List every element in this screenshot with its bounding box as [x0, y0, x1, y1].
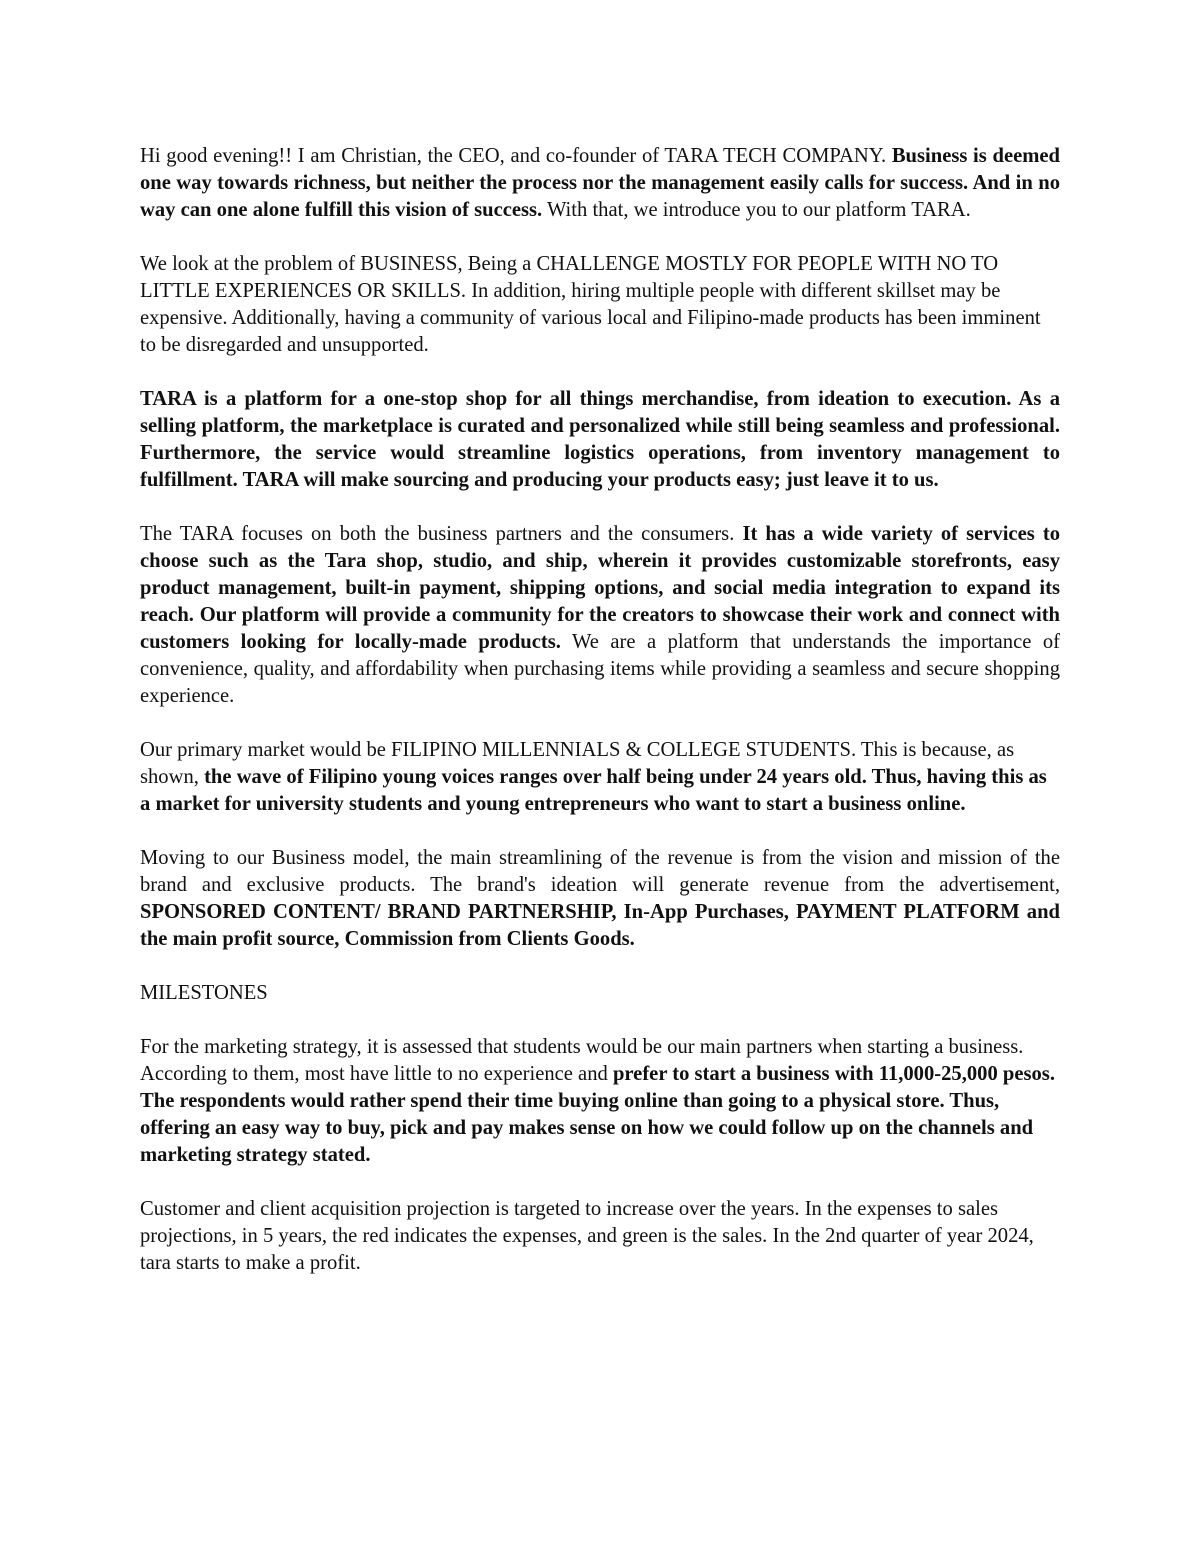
business-model-bold-text: SPONSORED CONTENT/ BRAND PARTNERSHIP, In-App Purchases, PAYMENT PLATFORM and the main profit source, Commission from Clients Goods. [140, 901, 1060, 950]
milestones-heading: MILESTONES [140, 982, 268, 1004]
solution-bold-text: TARA is a platform for a one-stop shop for all things merchandise, from ideation to execution. As a selling platform, the marketplace is curated and personalized while still being seamless and professional. Furthermore, the service would streamline logistics operations, from inventory management to fulfillment. TARA will make sourcing and producing your products easy; just leave it to us. [140, 388, 1060, 491]
intro-text: Hi good evening!! I am Christian, the CEO, and co-founder of TARA TECH COMPANY. [140, 145, 892, 167]
business-model-paragraph [140, 845, 1060, 953]
services-bold-text: It has a wide variety of services to choose such as the Tara shop, studio, and ship, wherein it provides customizable storefronts, easy product management, built-in payment, shipping options, and social media integration to expand its reach. Our platform will provide a community for the creators to showcase their work and connect with customers looking for locally-made products. [140, 523, 1060, 653]
projection-paragraph [140, 1196, 1060, 1277]
business-model-text: Moving to our Business model, the main streamlining of the revenue is from the vision and mission of the brand and exclusive products. The brand's ideation will generate revenue from the advertisement, [140, 847, 1060, 896]
solution-paragraph [140, 386, 1060, 494]
intro-bold-text: Business is deemed one way towards richness, but neither the process nor the management easily calls for success. And in no way can one alone fulfill this vision of success. [140, 145, 1060, 221]
services-closing-text: We are a platform that understands the importance of convenience, quality, and affordability when purchasing items while providing a seamless and secure shopping experience. [140, 631, 1060, 707]
market-bold-text: the wave of Filipino young voices ranges over half being under 24 years old. Thus, having this as a market for university students and young entrepreneurs who want to start a business online. [140, 766, 1047, 815]
market-paragraph [140, 737, 1060, 818]
problem-text: We look at the problem of BUSINESS, Being a CHALLENGE MOSTLY FOR PEOPLE WITH NO TO LITTLE EXPERIENCES OR SKILLS. In addition, hiring multiple people with different skillset may be expensive. Additionally, having a community of various local and Filipino-made products has been imminent to be disregarded and unsupported. [140, 253, 1041, 356]
marketing-strategy-paragraph [140, 1034, 1060, 1169]
intro-closing-text: With that, we introduce you to our platform TARA. [542, 199, 971, 221]
intro-paragraph [140, 143, 1060, 224]
document-body [140, 143, 1060, 1304]
market-text: Our primary market would be FILIPINO MILLENNIALS & COLLEGE STUDENTS. This is because, as shown, [140, 739, 1015, 788]
projection-text: Customer and client acquisition projection is targeted to increase over the years. In the expenses to sales projections, in 5 years, the red indicates the expenses, and green is the sales. In the 2nd quarter of year 2024, tara starts to make a profit. [140, 1198, 1034, 1274]
marketing-strategy-text: For the marketing strategy, it is assessed that students would be our main partners when starting a business. According to them, most have little to no experience and [140, 1036, 1024, 1085]
problem-paragraph [140, 251, 1060, 359]
services-paragraph [140, 521, 1060, 710]
marketing-strategy-bold-text: prefer to start a business with 11,000-25,000 pesos. The respondents would rather spend their time buying online than going to a physical store. Thus, offering an easy way to buy, pick and pay makes sense on how we could follow up on the channels and marketing strategy stated. [140, 1063, 1055, 1166]
services-intro-text: The TARA focuses on both the business partners and the consumers. [140, 523, 743, 545]
